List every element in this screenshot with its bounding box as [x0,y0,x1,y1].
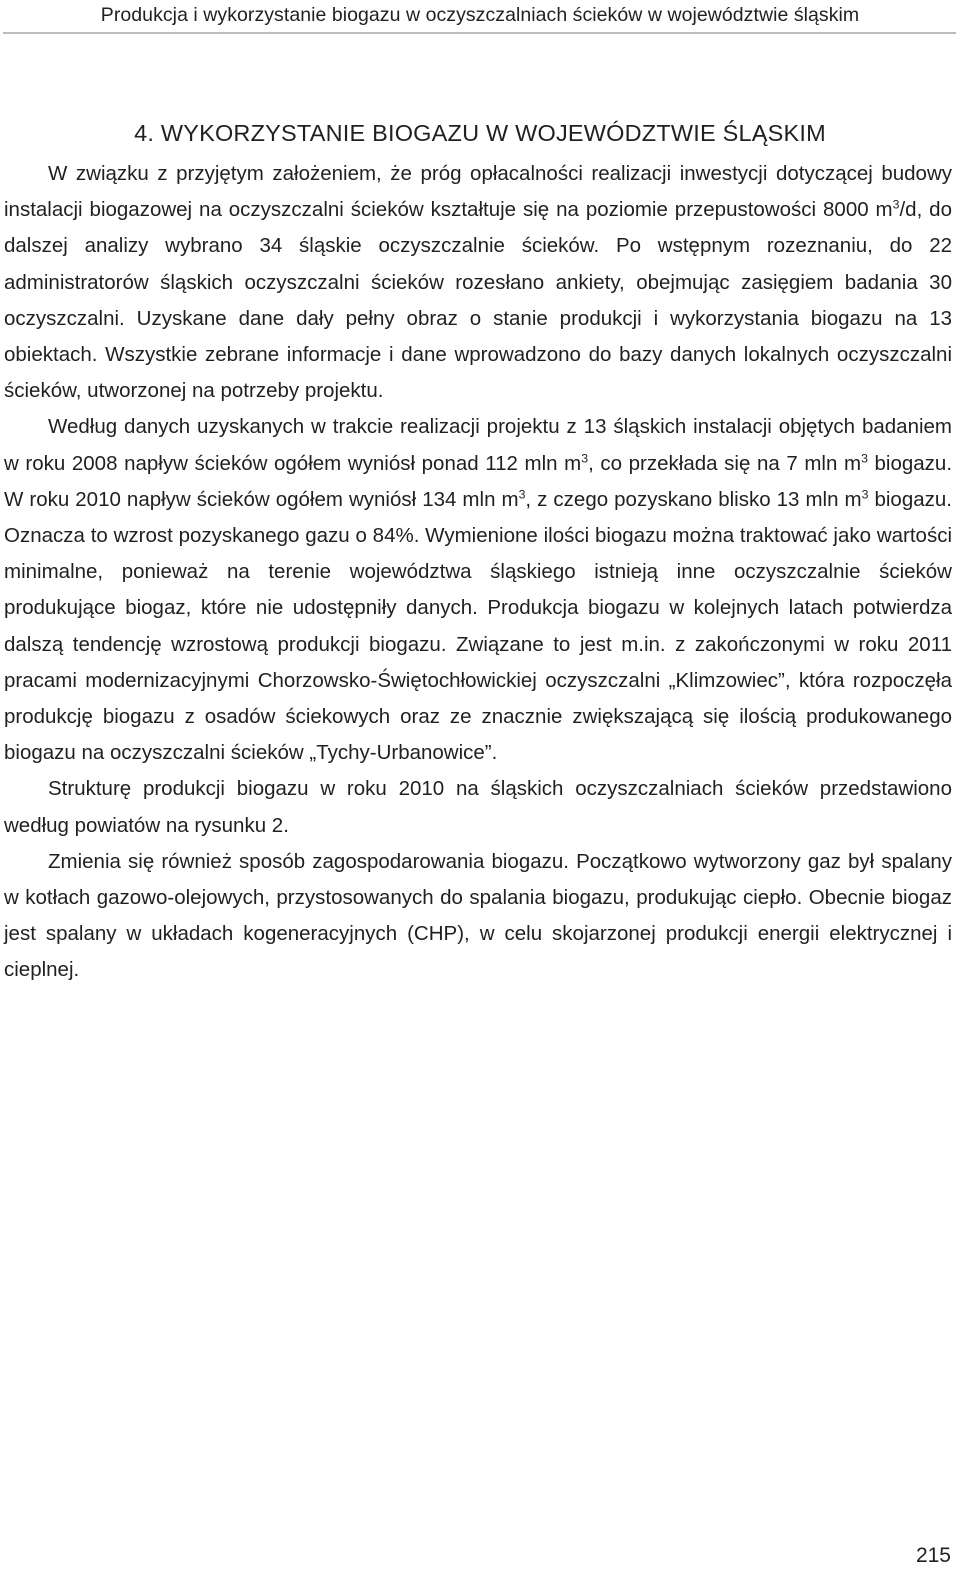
body-text [4,156,952,989]
superscript-3: 3 [861,487,869,502]
superscript-3: 3 [581,451,589,466]
header-rule [3,32,956,34]
paragraph-2-text-b: , co przekłada się na 7 mln m [588,451,862,475]
page-number: 215 [915,1544,951,1567]
superscript-3: 3 [892,197,900,212]
paragraph-2-text-d: , z czego pozyskano blisko 13 mln m [525,487,862,511]
paragraph-1-text-b: /d, do dalszej analizy wybrano 34 śląskie oczyszczalnie ścieków. Po wstępnym rozeznaniu, do 22 administratorów śląskich oczyszczalni ścieków rozesłano ankiety, obejmując zasięgiem badania 30 oczyszczalni. Uzyskane dane dały pełny obraz o stanie produkcji i wykorzystania biogazu na 13 obiektach. Wszystkie zebrane informacje i dane wprowadzono do bazy danych lokalnych oczyszczalni ścieków, utworzonej na potrzeby projektu. [4,198,952,403]
superscript-3: 3 [518,487,526,502]
running-header [0,0,960,34]
section-heading: 4. WYKORZYSTANIE BIOGAZU W WOJEWÓDZTWIE ŚLĄSKIM [134,119,826,146]
paragraph-2-text-a: Według danych uzyskanych w trakcie realizacji projektu z 13 śląskich instalacji objętych badaniem w roku 2008 napływ ścieków ogółem wyniósł ponad 112 mln m [4,415,952,475]
paragraph-3: Strukturę produkcji biogazu w roku 2010 na śląskich oczyszczalniach ścieków przedstawiono według powiatów na rysunku 2. [4,777,952,837]
paragraph-4: Zmienia się również sposób zagospodarowania biogazu. Początkowo wytworzony gaz był spalany w kotłach gazowo-olejowych, przystosowanych do spalania biogazu, produkując ciepło. Obecnie biogaz jest spalany w układach kogeneracyjnych (CHP), w celu skojarzonej produkcji energii elektrycznej i cieplnej. [4,849,952,982]
running-title: Produkcja i wykorzystanie biogazu w oczyszczalniach ścieków w województwie śląskim [100,4,860,26]
paragraph-2-text-e: biogazu. Oznacza to wzrost pozyskanego gazu o 84%. Wymienione ilości biogazu można traktować jako wartości minimalne, ponieważ na terenie województwa śląskiego istnieją inne oczyszczalnie ścieków produkujące biogaz, które nie udostępniły danych. Produkcja biogazu w kolejnych latach potwierdza dalszą tendencję wzrostową produkcji biogazu. Związane to jest m.in. z zakończonymi w roku 2011 pracami modernizacyjnymi Chorzowsko-Świętochłowickiej oczyszczalni „Klimzowiec”, która rozpoczęła produkcję biogazu z osadów ściekowych oraz ze znacznie zwiększającą się ilością produkowanego biogazu na oczyszczalni ścieków „Tychy-Urbanowice”. [4,487,952,765]
paragraph-2-text-c: biogazu. W roku 2010 napływ ścieków ogółem wyniósł 134 mln m [4,451,953,511]
paragraph-2 [4,409,952,771]
paragraph-1 [4,156,952,409]
paragraph-1-text-a: W związku z przyjętym założeniem, że próg opłacalności realizacji inwestycji dotyczącej budowy instalacji biogazowej na oczyszczalni ścieków kształtuje się na poziomie przepustowości 8000 m [4,162,952,222]
superscript-3: 3 [861,451,868,466]
